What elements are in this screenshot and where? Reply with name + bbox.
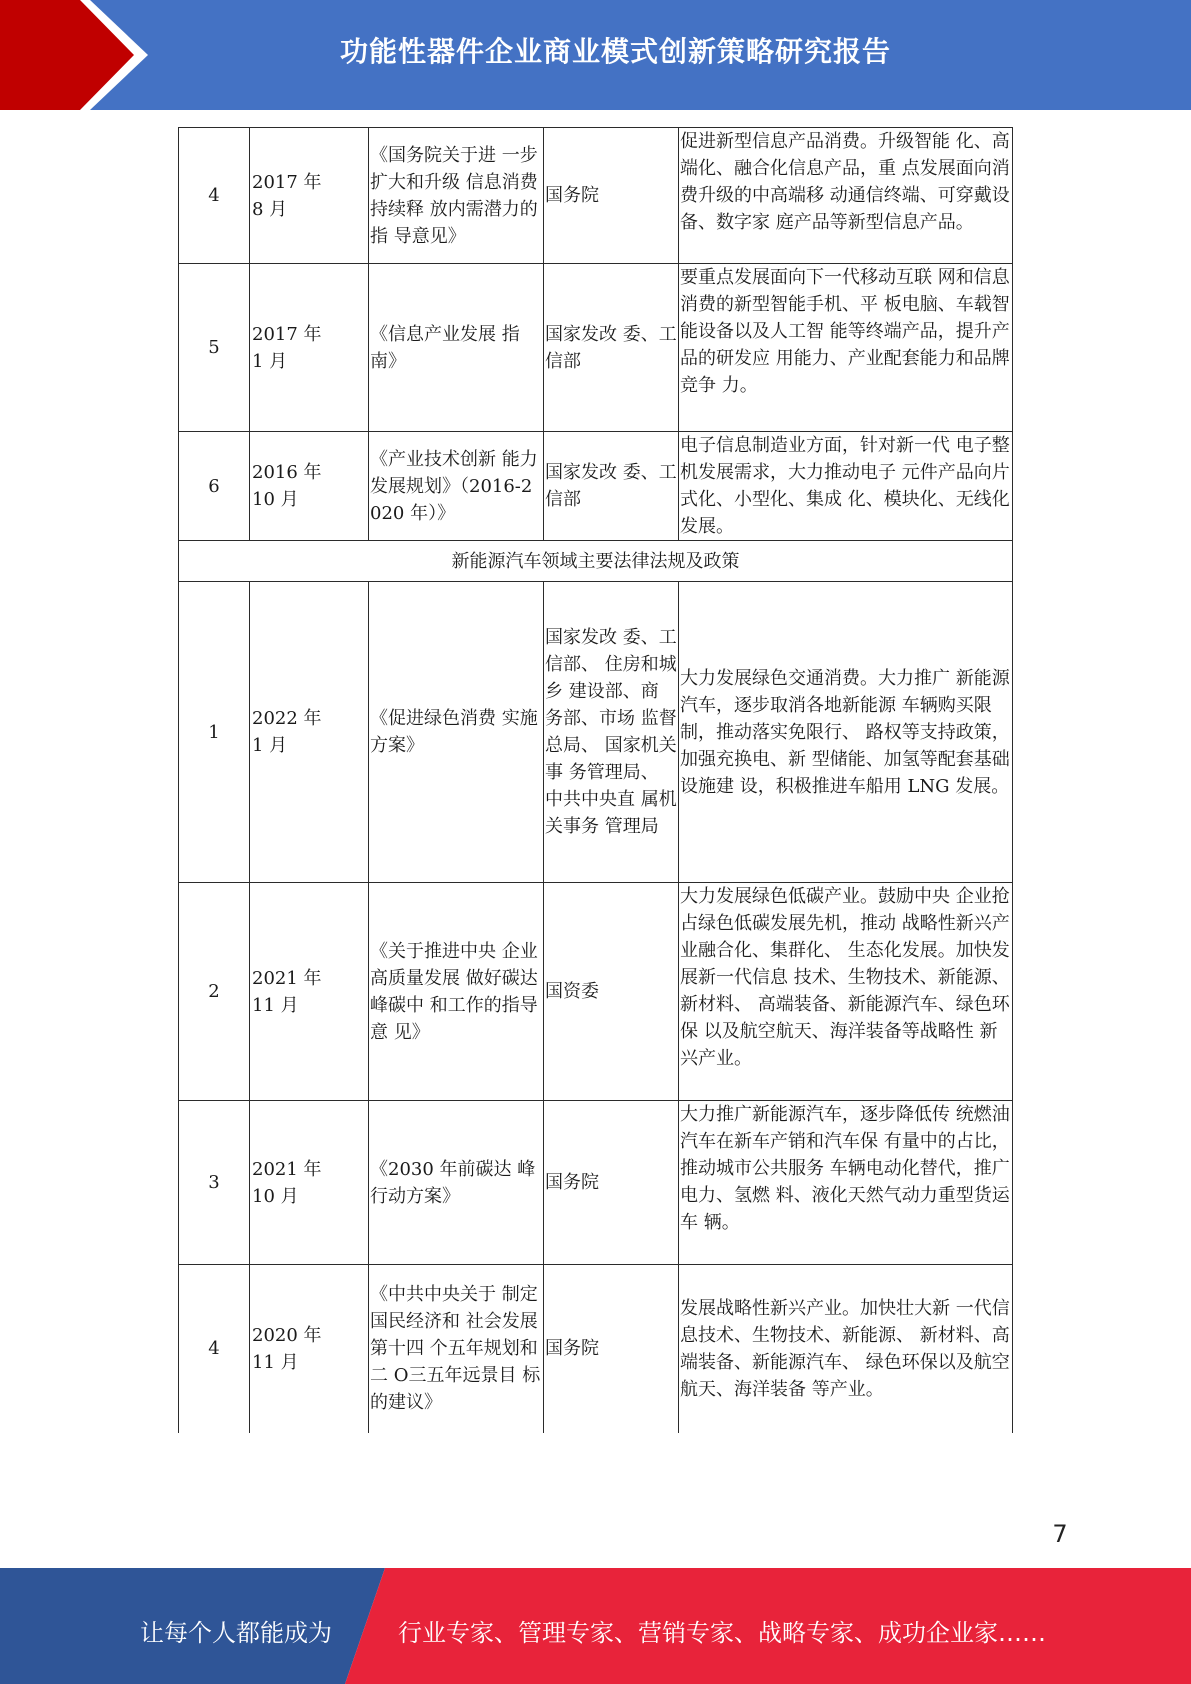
row-issuer: 国务院 bbox=[544, 128, 679, 264]
row-issuer: 国家发改 委、工信部 bbox=[544, 432, 679, 541]
row-date: 2020 年 11 月 bbox=[250, 1265, 369, 1433]
section-row bbox=[179, 541, 1013, 582]
table-row bbox=[179, 582, 1013, 883]
row-content: 电子信息制造业方面，针对新一代 电子整机发展需求，大力推动电子 元件产品向片式化、小型化、集成 化、模块化、无线化发展。 bbox=[679, 432, 1013, 541]
row-document: 《国务院关于进 一步扩大和升级 信息消费持续释 放内需潜力的指 导意见》 bbox=[369, 128, 544, 264]
table-row bbox=[179, 128, 1013, 264]
row-issuer: 国家发改 委、工信部 bbox=[544, 264, 679, 432]
row-document: 《促进绿色消费 实施方案》 bbox=[369, 582, 544, 883]
row-number: 4 bbox=[179, 128, 250, 264]
row-issuer: 国家发改 委、工信部、 住房和城乡 建设部、商 务部、市场 监督总局、 国家机关事 务管理局、 中共中央直 属机关事务 管理局 bbox=[544, 582, 679, 883]
row-date: 2017 年 8 月 bbox=[250, 128, 369, 264]
row-content: 要重点发展面向下一代移动互联 网和信息消费的新型智能手机、平 板电脑、车载智能设备以及人工智 能等终端产品，提升产品的研发应 用能力、产业配套能力和品牌竞争 力。 bbox=[679, 264, 1013, 432]
footer-banner bbox=[0, 1568, 1191, 1684]
row-number: 2 bbox=[179, 883, 250, 1101]
row-issuer: 国资委 bbox=[544, 883, 679, 1101]
row-number: 3 bbox=[179, 1101, 250, 1265]
table-row bbox=[179, 1101, 1013, 1265]
table-row bbox=[179, 1265, 1013, 1433]
row-document: 《信息产业发展 指南》 bbox=[369, 264, 544, 432]
header-banner bbox=[0, 0, 1191, 110]
row-number: 5 bbox=[179, 264, 250, 432]
page-number: 7 bbox=[1052, 1520, 1068, 1548]
row-date: 2022 年 1 月 bbox=[250, 582, 369, 883]
row-document: 《关于推进中央 企业高质量发展 做好碳达峰碳中 和工作的指导意 见》 bbox=[369, 883, 544, 1101]
row-number: 1 bbox=[179, 582, 250, 883]
row-number: 4 bbox=[179, 1265, 250, 1433]
row-number: 6 bbox=[179, 432, 250, 541]
row-issuer: 国务院 bbox=[544, 1101, 679, 1265]
row-document: 《2030 年前碳达 峰行动方案》 bbox=[369, 1101, 544, 1265]
row-content: 促进新型信息产品消费。升级智能 化、高端化、融合化信息产品，重 点发展面向消费升级的中高端移 动通信终端、可穿戴设备、数字家 庭产品等新型信息产品。 bbox=[679, 128, 1013, 264]
row-date: 2016 年 10 月 bbox=[250, 432, 369, 541]
row-content: 发展战略性新兴产业。加快壮大新 一代信息技术、生物技术、新能源、 新材料、高端装备、新能源汽车、 绿色环保以及航空航天、海洋装备 等产业。 bbox=[679, 1265, 1013, 1433]
row-content: 大力发展绿色低碳产业。鼓励中央 企业抢占绿色低碳发展先机，推动 战略性新兴产业融合化、集群化、 生态化发展。加快发展新一代信息 技术、生物技术、新能源、新材料、 高端装备、新能源汽车、绿色环保 以及航空航天、海洋装备等战略性 新兴产业。 bbox=[679, 883, 1013, 1101]
table-row bbox=[179, 264, 1013, 432]
section-title: 新能源汽车领域主要法律法规及政策 bbox=[179, 541, 1013, 582]
row-content: 大力发展绿色交通消费。大力推广 新能源汽车，逐步取消各地新能源 车辆购买限制，推动落实免限行、 路权等支持政策，加强充换电、新 型储能、加氢等配套基础设施建 设，积极推进车船用 LNG 发展。 bbox=[679, 582, 1013, 883]
policy-table bbox=[178, 127, 1013, 1433]
table-row bbox=[179, 432, 1013, 541]
row-date: 2021 年 11 月 bbox=[250, 883, 369, 1101]
footer-slogan-left: 让每个人都能成为 bbox=[140, 1619, 332, 1647]
row-date: 2021 年 10 月 bbox=[250, 1101, 369, 1265]
report-title: 功能性器件企业商业模式创新策略研究报告 bbox=[339, 35, 891, 68]
row-document: 《产业技术创新 能力发展规划》（2016-2020 年）》 bbox=[369, 432, 544, 541]
row-issuer: 国务院 bbox=[544, 1265, 679, 1433]
row-date: 2017 年 1 月 bbox=[250, 264, 369, 432]
table-row bbox=[179, 883, 1013, 1101]
footer-slogan-right: 行业专家、管理专家、营销专家、战略专家、成功企业家…… bbox=[398, 1619, 1046, 1647]
row-document: 《中共中央关于 制定国民经济和 社会发展第十四 个五年规划和二 O三五年远景目 标的建议》 bbox=[369, 1265, 544, 1433]
row-content: 大力推广新能源汽车，逐步降低传 统燃油汽车在新车产销和汽车保 有量中的占比，推动城市公共服务 车辆电动化替代，推广电力、氢燃 料、液化天然气动力重型货运车 辆。 bbox=[679, 1101, 1013, 1265]
